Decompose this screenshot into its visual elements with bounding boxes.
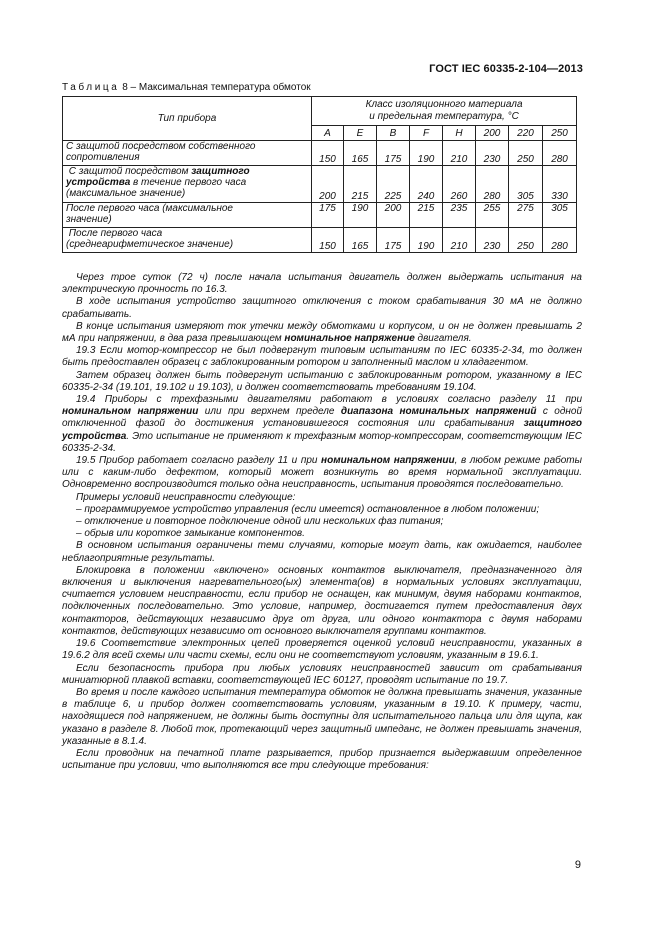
paragraph: Через трое суток (72 ч) после начала испытания двигатель должен выдержать испытания на электрическую прочность по 16.3. [62, 272, 582, 296]
value-cell: 240 [410, 166, 443, 203]
bold-term: номинальное напряжение [284, 333, 415, 345]
text-run: 19.4 Приборы с трехфазными двигателями работают в условиях согласно разделу 11 при [76, 394, 582, 406]
table-row [63, 166, 577, 203]
value-cell: 150 [312, 141, 344, 166]
text-run: . Это испытание не применяют к трехфазным мотор-компрессорам, соответствующим IEC 60335-2-34. [62, 430, 582, 454]
table-row [63, 203, 577, 228]
class-cell: A [312, 126, 344, 141]
value-cell: 250 [509, 228, 543, 253]
text-run: или при верхнем пределе [198, 406, 341, 418]
table-caption-text: 8 – Максимальная температура обмоток [119, 82, 311, 93]
paragraph [62, 394, 582, 455]
value-cell: 255 [476, 203, 509, 228]
header-class-line1: Класс изоляционного материала [365, 99, 523, 110]
bold-term: защитного устройства [62, 418, 582, 442]
row-label-line: (среднеарифметическое значение) [66, 239, 234, 250]
value-cell: 305 [509, 166, 543, 203]
table-row [63, 228, 577, 253]
value-cell: 190 [410, 228, 443, 253]
row-label-line: С защитой посредством собственного [66, 141, 256, 152]
text-run: В конце испытания измеряют ток утечки между обмотками и корпусом, и он не должен превышать 2 мА при напряжении, в два раза превышающем [62, 320, 582, 345]
value-cell: 190 [410, 141, 443, 166]
header-class-line2: и предельная температура, °С [369, 111, 519, 122]
paragraph: В ходе испытания устройство защитного отключения с током срабатывания 30 мА не должно срабатывать. [62, 296, 582, 320]
text-run: двигателя. [414, 333, 472, 345]
value-cell: 200 [377, 203, 410, 228]
paragraph: Если проводник на печатной плате разрывается, прибор признается выдержавшим определенное испытание при условии, что выполняются все три следующие требования: [62, 747, 582, 772]
value-cell: 175 [377, 141, 410, 166]
value-cell: 210 [443, 228, 476, 253]
row-label-part: в течение первого часа [130, 177, 247, 188]
paragraph: Примеры условий неисправности следующие: [76, 491, 296, 503]
value-cell: 215 [344, 166, 377, 203]
class-cell: B [377, 126, 410, 141]
value-cell: 235 [443, 203, 476, 228]
value-cell: 200 [312, 166, 344, 203]
list-item: – программируемое устройство управления (если имеется) остановленное в любом положении; [76, 503, 540, 515]
table-caption-word: Таблица [62, 82, 120, 93]
value-cell: 165 [344, 228, 377, 253]
paragraph: Затем образец должен быть подвергнут испытанию с заблокированным ротором, указанному в IEC 60335-2-34 (19.101, 19.102 и 19.103), и должен соответствовать требованиям 19.104. [62, 369, 582, 393]
row-label-part: С защитой посредством [68, 166, 192, 177]
value-cell: 280 [476, 166, 509, 203]
paragraph: Если безопасность прибора при любых условиях неисправностей зависит от срабатывания миниатюрной плавкой вставки, соответствующей IEC 60127, проводят испытание по 19.7. [62, 662, 582, 686]
class-cell: 220 [509, 126, 543, 141]
header-insulation-class [312, 97, 577, 126]
row-label-line: сопротивления [66, 152, 140, 163]
value-cell: 150 [312, 228, 344, 253]
list-item: – отключение и повторное подключение одной или нескольких фаз питания; [76, 516, 444, 528]
value-cell: 215 [410, 203, 443, 228]
page-number: 9 [574, 859, 581, 871]
row-label-line: После первого часа (максимальное [66, 203, 233, 214]
document-header: ГОСТ IEC 60335-2-104—2013 [429, 63, 583, 75]
table-caption [62, 82, 311, 93]
value-cell: 175 [377, 228, 410, 253]
table-row [63, 141, 577, 166]
row-label [63, 141, 312, 166]
paragraph [62, 455, 582, 492]
row-label-line: (максимальное значение) [66, 188, 186, 199]
value-cell: 330 [543, 166, 577, 203]
value-cell: 305 [543, 203, 577, 228]
value-cell: 175 [312, 203, 344, 228]
paragraph: В основном испытания ограничены теми случаями, которые могут дать, как ожидается, наиболее неблагоприятные результаты. [62, 540, 582, 564]
class-cell: E [344, 126, 377, 141]
row-label-line: значение) [66, 214, 112, 225]
body-text [62, 272, 582, 772]
value-cell: 165 [344, 141, 377, 166]
class-cell: 250 [543, 126, 577, 141]
row-label-line [66, 166, 308, 177]
row-label-bold: устройства [66, 177, 131, 188]
bold-term: номинальном напряжении [321, 455, 455, 467]
value-cell: 260 [443, 166, 476, 203]
row-label [63, 166, 312, 203]
class-cell: 200 [476, 126, 509, 141]
header-device-type: Тип прибора [63, 97, 312, 141]
row-label-line [66, 228, 308, 239]
value-cell: 275 [509, 203, 543, 228]
temperature-table [62, 96, 577, 253]
value-cell: 280 [543, 228, 577, 253]
bold-term: диапазона номинальных напряжений [340, 406, 537, 418]
paragraph: Во время и после каждого испытания температура обмоток не должна превышать значения, указанные в таблице 6, и прибор должен соответствовать условиям, указанным в 19.10. К примеру, части, находящиеся под напряжением, не должны быть доступны для испытательного пальца или для щупа, как указано в разделе 8. Любой ток, протекающий через защитный импеданс, не должен превышать значения, указанные в 8.1.4. [62, 686, 582, 747]
value-cell: 190 [344, 203, 377, 228]
text-run: , в любом режиме работы или с каким-либо дефектом, который может возникнуть во время нормальной эксплуатации. Одновременно воспроизводится только одна неисправность, испытания проводятся последовательно. [62, 455, 583, 491]
paragraph: 19.6 Соответствие электронных цепей проверяется оценкой условий неисправности, указанных в 19.6.2 для всей схемы или части схемы, если они не соответствуют условиям, указанным в 19.6.1. [62, 638, 582, 662]
class-cell: F [410, 126, 443, 141]
row-label [63, 203, 312, 228]
value-cell: 230 [476, 228, 509, 253]
text-run: 19.5 Прибор работает согласно разделу 11 и при [76, 455, 322, 467]
value-cell: 250 [509, 141, 543, 166]
value-cell: 210 [443, 141, 476, 166]
paragraph: Блокировка в положении «включено» основных контактов выключателя, предназначенного для включения и выключения нагревательного(ых) элемента(ов) в нормальных условиях эксплуатации, считается условием неисправности, если прибор не оснащен, как минимум, двумя наборами контактов, подключенных последовательно. Это условие, например, достигается путем предоставления двух контакторов, действующих независимо друг от друга, или одного контактора с двумя наборами контактов, действующих независимо от основного выключателя группами контактов. [62, 564, 582, 637]
value-cell: 225 [377, 166, 410, 203]
row-label [63, 228, 312, 253]
value-cell: 280 [543, 141, 577, 166]
text-run: с одной отключенной фазой до достижения установившегося состояния или срабатывания [62, 406, 583, 430]
paragraph [62, 321, 582, 345]
row-label-part: После первого часа [68, 228, 163, 239]
value-cell: 230 [476, 141, 509, 166]
class-cell: H [443, 126, 476, 141]
list-item: – обрыв или короткое замыкание компонентов. [76, 528, 305, 540]
row-label-line [66, 177, 308, 188]
paragraph: 19.3 Если мотор-компрессор не был подвергнут типовым испытаниям по IEC 60335-2-34, то должен быть предоставлен образец с заблокированным ротором и заполненный маслом и хладагентом. [62, 345, 582, 369]
bold-term: номинальном напряжении [62, 406, 199, 418]
row-label-bold: защитного [191, 166, 250, 177]
